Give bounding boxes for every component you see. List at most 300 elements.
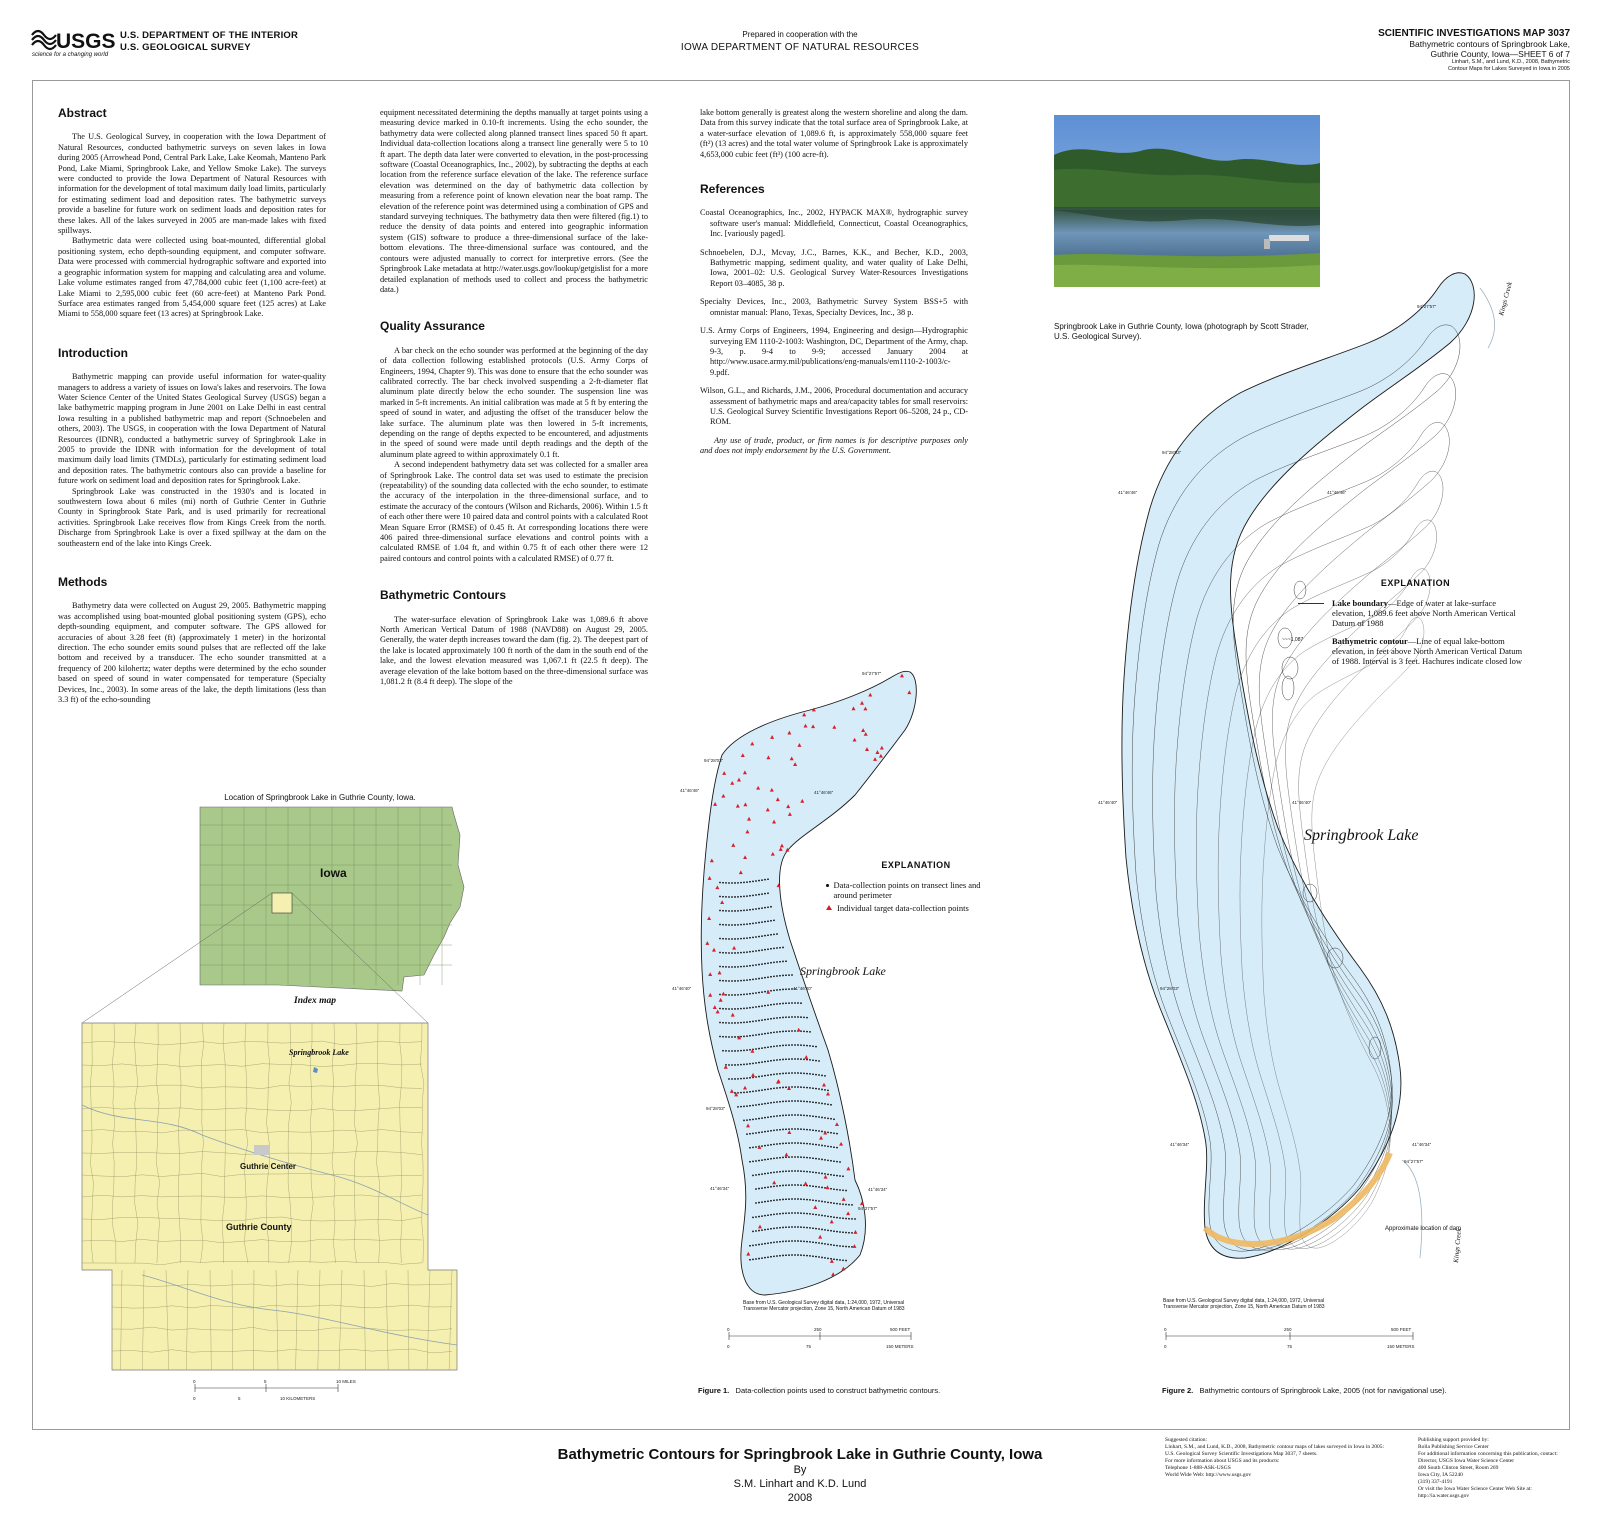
transect-point bbox=[776, 1199, 778, 1201]
transect-point bbox=[827, 1103, 829, 1105]
transect-point bbox=[776, 1171, 778, 1173]
transect-point bbox=[842, 1259, 844, 1261]
transect-point bbox=[776, 989, 778, 991]
transect-point bbox=[719, 980, 721, 982]
transect-point bbox=[794, 1254, 796, 1256]
transect-point bbox=[806, 1255, 808, 1257]
transect-point bbox=[803, 1198, 805, 1200]
transect-point bbox=[761, 963, 763, 965]
transect-point bbox=[842, 1245, 844, 1247]
transect-point bbox=[782, 1157, 784, 1159]
transect-point bbox=[794, 1002, 796, 1004]
transect-point bbox=[824, 1201, 826, 1203]
transect-point bbox=[782, 1241, 784, 1243]
transect-point bbox=[824, 1229, 826, 1231]
transect-point bbox=[758, 1160, 760, 1162]
transect-point bbox=[800, 1072, 802, 1074]
transect-point bbox=[776, 975, 778, 977]
transect-point bbox=[812, 1171, 814, 1173]
transect-point bbox=[794, 1142, 796, 1144]
transect-point bbox=[833, 1188, 835, 1190]
transect-point bbox=[764, 1159, 766, 1161]
transect-point bbox=[764, 1117, 766, 1119]
transect-point bbox=[776, 1157, 778, 1159]
transect-point bbox=[848, 1246, 850, 1248]
transect-point bbox=[794, 1184, 796, 1186]
transect-point bbox=[746, 1105, 748, 1107]
transect-point bbox=[833, 1244, 835, 1246]
transect-point bbox=[722, 980, 724, 982]
transect-point bbox=[752, 965, 754, 967]
transect-point bbox=[773, 1214, 775, 1216]
transect-point bbox=[776, 1017, 778, 1019]
transect-point bbox=[767, 948, 769, 950]
transect-point bbox=[794, 1226, 796, 1228]
transect-point bbox=[824, 1215, 826, 1217]
figure1-lake-outline bbox=[701, 671, 916, 1295]
transect-point bbox=[839, 1217, 841, 1219]
transect-point bbox=[794, 1128, 796, 1130]
transect-point bbox=[722, 952, 724, 954]
transect-point bbox=[755, 1216, 757, 1218]
transect-point bbox=[743, 924, 745, 926]
transect-point bbox=[776, 1185, 778, 1187]
transect-point bbox=[731, 994, 733, 996]
transect-point bbox=[758, 1006, 760, 1008]
transect-point bbox=[740, 924, 742, 926]
transect-point bbox=[794, 1100, 796, 1102]
transect-point bbox=[791, 1044, 793, 1046]
transect-point bbox=[722, 1022, 724, 1024]
transect-point bbox=[815, 1088, 817, 1090]
transect-point bbox=[791, 1058, 793, 1060]
transect-point bbox=[788, 1156, 790, 1158]
transect-point bbox=[746, 979, 748, 981]
transect-point bbox=[803, 1086, 805, 1088]
svg-text:USGS: USGS bbox=[56, 30, 116, 53]
transect-point bbox=[728, 1008, 730, 1010]
transect-point bbox=[758, 908, 760, 910]
kings-creek-line bbox=[1480, 288, 1495, 348]
transect-point bbox=[770, 1158, 772, 1160]
transect-point bbox=[788, 1016, 790, 1018]
transect-point bbox=[746, 1035, 748, 1037]
transect-point bbox=[818, 1130, 820, 1132]
transect-point bbox=[779, 1157, 781, 1159]
transect-point bbox=[758, 936, 760, 938]
transect-point bbox=[761, 935, 763, 937]
coord-label: 41°46'46" bbox=[1118, 490, 1138, 495]
transect-point bbox=[719, 924, 721, 926]
transect-point bbox=[785, 1100, 787, 1102]
transect-point bbox=[806, 1143, 808, 1145]
transect-point bbox=[725, 952, 727, 954]
transect-point bbox=[770, 1172, 772, 1174]
transect-point bbox=[761, 1075, 763, 1077]
transect-point bbox=[815, 1074, 817, 1076]
transect-point bbox=[818, 1074, 820, 1076]
transect-point bbox=[782, 1115, 784, 1117]
transect-point bbox=[743, 966, 745, 968]
transect-point bbox=[752, 895, 754, 897]
authors: S.M. Linhart and K.D. Lund bbox=[733, 1478, 867, 1490]
transect-point bbox=[797, 1240, 799, 1242]
transect-point bbox=[767, 1256, 769, 1258]
transect-point bbox=[836, 1259, 838, 1261]
transect-point bbox=[740, 896, 742, 898]
intro-p1: Bathymetric mapping can provide useful information for water-quality managers to address a variety of issues on Iowa's lakes and reservoirs. The Iowa Water Science Center of the United States Geological Survey (USGS) began a lake bathymetric mapping program in June 2001 on Lake Delhi in east central Iowa resulting in a published bathymetric map and report (Schnoebelen and others, 2003). The USGS, in cooperation with the Iowa Department of Natural Resources (IDNR), conducted a bathymetric survey of Springbrook Lake in 2005 to provide the IDNR with information for the development of total maximum daily load limits (TMDLs), particularly for estimating sediment load and deposition rates. The bathymetric contours also can provide a baseline for future work on sediment load and deposition rates for Springbrook Lake. bbox=[58, 372, 326, 486]
reference-item: Specialty Devices, Inc., 2003, Bathymetric Survey System BSS+5 with omnistar manual: Plano, Texas, Specialty Devices, Inc., 38 p. bbox=[700, 297, 968, 317]
transect-point bbox=[785, 1254, 787, 1256]
transect-point bbox=[767, 1172, 769, 1174]
transect-point bbox=[758, 1076, 760, 1078]
transect-point bbox=[770, 962, 772, 964]
transect-point bbox=[776, 961, 778, 963]
transect-point bbox=[776, 1045, 778, 1047]
transect-point bbox=[770, 1046, 772, 1048]
transect-point bbox=[725, 910, 727, 912]
transect-point bbox=[842, 1203, 844, 1205]
transect-point bbox=[722, 910, 724, 912]
coord-label: 41°46'34" bbox=[868, 1187, 888, 1192]
transect-point bbox=[797, 1226, 799, 1228]
transect-point bbox=[797, 1100, 799, 1102]
transect-point bbox=[770, 1018, 772, 1020]
transect-point bbox=[809, 1157, 811, 1159]
transect-point bbox=[722, 1008, 724, 1010]
closed-low-contour bbox=[1282, 657, 1298, 679]
transect-point bbox=[779, 1073, 781, 1075]
transect-point bbox=[761, 1033, 763, 1035]
transect-point bbox=[824, 1257, 826, 1259]
transect-point bbox=[761, 1229, 763, 1231]
lake-photo-image bbox=[1054, 115, 1320, 287]
transect-point bbox=[800, 1114, 802, 1116]
transect-point bbox=[755, 908, 757, 910]
transect-point bbox=[806, 1129, 808, 1131]
suggested-citation: Suggested citation: Linhart, S.M., and Lund, K.D., 2008, Bathymetric contour maps of lakes surveyed in Iowa in 2005: U.S. Geological Survey Scientific Investigations Map 3037, 7 sheets. For more information about USGS and its products: Telephone 1-888-ASK-USGS World Wide Web: http://www.usgs.gov bbox=[1165, 1437, 1385, 1478]
publishing-support: Publishing support provided by: Rolla Publishing Service Center For additional information concerning this publication, contact: Director, USGS Iowa Water Science Center 400 South Clinton Street, Room 269 Iowa City, IA 52240 (319) 337-4191 Or visit the Iowa Water Science Center Web Site at: http://ia.water.usgs.gov bbox=[1418, 1437, 1558, 1499]
transect-point bbox=[719, 1022, 721, 1024]
transect-point bbox=[731, 924, 733, 926]
transect-point bbox=[722, 924, 724, 926]
transect-point bbox=[791, 1114, 793, 1116]
transect-point bbox=[803, 1240, 805, 1242]
transect-point bbox=[755, 992, 757, 994]
transect-point bbox=[737, 994, 739, 996]
photo-caption: Springbrook Lake in Guthrie County, Iowa (photograph by Scott Strader, U.S. Geological Survey). bbox=[1054, 322, 1309, 341]
transect-point bbox=[767, 1200, 769, 1202]
transect-point bbox=[749, 951, 751, 953]
transect-point bbox=[764, 1089, 766, 1091]
transect-point bbox=[728, 1078, 730, 1080]
transect-point bbox=[767, 920, 769, 922]
closed-low-contour bbox=[1282, 676, 1294, 700]
transect-point bbox=[737, 910, 739, 912]
transect-point bbox=[749, 1091, 751, 1093]
department-name: U.S. DEPARTMENT OF THE INTERIOR U.S. GEOLOGICAL SURVEY bbox=[120, 30, 299, 53]
transect-point bbox=[755, 880, 757, 882]
scale-tick-label: 5 bbox=[238, 1396, 241, 1401]
transect-point bbox=[764, 907, 766, 909]
bc-p1: The water-surface elevation of Springbrook Lake was 1,089.6 ft above North American Vertical Datum of 1988 (NAVD88) on August 29, 2005. Generally, the water depth increases toward the dam (fig. 2). The deepest part of the lake is located approximately 100 ft north of the dam in the south end of the lake, and the lowest elevation measured was 1,067.1 ft (22.5 ft deep). The average elevation of the lake bottom based on the three-dimensional surface was 1,081.2 ft (8.4 ft deep). The slope of the bbox=[380, 614, 648, 687]
transect-point bbox=[764, 963, 766, 965]
transect-point bbox=[749, 1245, 751, 1247]
transect-point bbox=[737, 1022, 739, 1024]
transect-point bbox=[785, 1198, 787, 1200]
springbrook-lake-label: Springbrook Lake bbox=[289, 1048, 349, 1057]
transect-point bbox=[734, 1078, 736, 1080]
transect-point bbox=[767, 976, 769, 978]
transect-point bbox=[797, 1142, 799, 1144]
transect-point bbox=[746, 937, 748, 939]
index-map-label: Index map bbox=[294, 996, 336, 1006]
transect-point bbox=[758, 1202, 760, 1204]
transect-point bbox=[797, 1156, 799, 1158]
transect-point bbox=[791, 1002, 793, 1004]
transect-point bbox=[725, 896, 727, 898]
transect-point bbox=[845, 1246, 847, 1248]
transect-point bbox=[734, 1008, 736, 1010]
transect-point bbox=[752, 993, 754, 995]
transect-point bbox=[758, 1258, 760, 1260]
transect-point bbox=[755, 1160, 757, 1162]
transect-point bbox=[755, 894, 757, 896]
transect-point bbox=[797, 1016, 799, 1018]
transect-point bbox=[761, 991, 763, 993]
transect-point bbox=[764, 1201, 766, 1203]
legend-item-triangles: Individual target data-collection points bbox=[826, 903, 1006, 913]
transect-point bbox=[809, 1045, 811, 1047]
transect-point bbox=[806, 1101, 808, 1103]
transect-point bbox=[797, 1212, 799, 1214]
transect-point bbox=[794, 1212, 796, 1214]
transect-point bbox=[824, 1159, 826, 1161]
figure2-explanation-heading: EXPLANATION bbox=[1380, 578, 1451, 588]
transect-point bbox=[734, 1064, 736, 1066]
transect-point bbox=[791, 1226, 793, 1228]
transect-point bbox=[773, 1172, 775, 1174]
transect-point bbox=[788, 1184, 790, 1186]
transect-point bbox=[821, 1243, 823, 1245]
transect-point bbox=[821, 1159, 823, 1161]
transect-point bbox=[800, 1254, 802, 1256]
transect-point bbox=[764, 1005, 766, 1007]
transect-point bbox=[800, 1128, 802, 1130]
transect-point bbox=[746, 895, 748, 897]
transect-point bbox=[755, 1188, 757, 1190]
transect-point bbox=[788, 974, 790, 976]
transect-point bbox=[740, 1078, 742, 1080]
intro-p2: Springbrook Lake was constructed in the 1930's and is located in southwestern Iowa about 6 miles (mi) north of Guthrie Center in Guthrie County in Springbrook State Park, and is used primarily for recreational activities. Springbrook Lake receives flow from Kings Creek from the north. Discharge from Springbrook Lake is over a fixed spillway at the dam on the southeastern end of the lake into Kings Creek. bbox=[58, 486, 326, 548]
transect-point bbox=[806, 1087, 808, 1089]
transect-point bbox=[779, 1129, 781, 1131]
reference-item: Schnoebelen, D.J., Mcvay, J.C., Barnes, K.K., and Becher, K.D., 2003, Bathymetric mapping, sediment quality, and water quality of Lake Delhi, Iowa, 2001–02: U.S. Geological Survey Water-Resources Investigations Report 03–4085, 38 p. bbox=[700, 247, 968, 288]
transect-point bbox=[749, 937, 751, 939]
transect-point bbox=[773, 1074, 775, 1076]
transect-point bbox=[773, 976, 775, 978]
transect-point bbox=[794, 1240, 796, 1242]
transect-point bbox=[761, 1103, 763, 1105]
qa-p1: A bar check on the echo sounder was performed at the beginning of the day of data collection following established protocols (U.S. Army Corps of Engineers, 1994, Chapter 9). This was done to ensure that the echo sounder was calibrated correctly. The bar check involved suspending a 2-ft-diameter flat aluminum plate directly below the echo sounder. The suspension line was marked in 5-ft increments. An initial calibration was made at 5 ft by entering the speed of sound in water, and adjusting the offset of the transducer below the lake surface. The aluminum plate was then lowered in 5-ft increments, depending on the range of depths expected to be encountered, and adjustments in the speed of sound were made until depth readings and the depth of the aluminum plate agreed to within approximately 0.1 ft. bbox=[380, 345, 648, 459]
transect-point bbox=[755, 922, 757, 924]
transect-point bbox=[755, 964, 757, 966]
transect-point bbox=[779, 1227, 781, 1229]
transect-point bbox=[749, 1259, 751, 1261]
transect-point bbox=[833, 1160, 835, 1162]
transect-point bbox=[815, 1046, 817, 1048]
transect-point bbox=[776, 933, 778, 935]
transect-point bbox=[734, 1092, 736, 1094]
transect-point bbox=[812, 1241, 814, 1243]
transect-point bbox=[752, 1175, 754, 1177]
transect-point bbox=[782, 1143, 784, 1145]
transect-point bbox=[818, 1186, 820, 1188]
transect-point bbox=[788, 1254, 790, 1256]
transect-point bbox=[749, 881, 751, 883]
transect-point bbox=[752, 1133, 754, 1135]
reference-item: U.S. Army Corps of Engineers, 1994, Engineering and design—Hydrographic surveying EM 1110-2-1003: Washington, DC, Department of the Army, chap. 9-3, p. 9-4 to 9-9; accessed January 2004 at http://www.usace.army.mil/publications/eng-manuals/em1110-2-1003/c-9.pdf. bbox=[700, 326, 968, 377]
coord-label: 94°28'03" bbox=[1162, 450, 1182, 455]
transect-point bbox=[839, 1231, 841, 1233]
transect-point bbox=[758, 1132, 760, 1134]
transect-point bbox=[755, 1202, 757, 1204]
transect-point bbox=[812, 1213, 814, 1215]
transect-point bbox=[752, 1161, 754, 1163]
transect-point bbox=[794, 1044, 796, 1046]
transect-point bbox=[743, 994, 745, 996]
transect-point bbox=[737, 924, 739, 926]
references-heading: References bbox=[700, 182, 765, 197]
transect-point bbox=[740, 1050, 742, 1052]
transect-point bbox=[770, 1102, 772, 1104]
transect-point bbox=[743, 1120, 745, 1122]
transect-point bbox=[776, 1087, 778, 1089]
transect-point bbox=[776, 947, 778, 949]
transect-point bbox=[746, 1077, 748, 1079]
transect-point bbox=[812, 1101, 814, 1103]
transect-point bbox=[782, 1171, 784, 1173]
transect-point bbox=[770, 1242, 772, 1244]
transect-point bbox=[773, 934, 775, 936]
transect-point bbox=[782, 961, 784, 963]
transect-point bbox=[752, 979, 754, 981]
abstract-heading: Abstract bbox=[58, 106, 107, 120]
scale-tick-label: 75 bbox=[1287, 1344, 1293, 1349]
closed-low-contour bbox=[1294, 581, 1306, 599]
methods-heading: Methods bbox=[58, 575, 108, 590]
transect-point bbox=[779, 1115, 781, 1117]
transect-point bbox=[797, 1002, 799, 1004]
transect-point bbox=[740, 1036, 742, 1038]
transect-point bbox=[728, 896, 730, 898]
transect-point bbox=[758, 1188, 760, 1190]
transect-point bbox=[803, 1156, 805, 1158]
transect-point bbox=[785, 1044, 787, 1046]
transect-point bbox=[803, 1170, 805, 1172]
transect-point bbox=[743, 1022, 745, 1024]
transect-point bbox=[785, 960, 787, 962]
transect-point bbox=[773, 948, 775, 950]
coord-label: 41°46'34" bbox=[1170, 1142, 1190, 1147]
location-scale-bar bbox=[190, 1378, 390, 1406]
cooperation-note: Prepared in cooperation with the IOWA DEPARTMENT OF NATURAL RESOURCES bbox=[680, 30, 920, 53]
transect-point bbox=[788, 1198, 790, 1200]
transect-point bbox=[731, 1008, 733, 1010]
transect-point bbox=[749, 1021, 751, 1023]
transect-point bbox=[734, 966, 736, 968]
abstract-p2: Bathymetric data were collected using boat-mounted, differential global positioning system, echo depth-sounding equipment, and computer software. Data were processed with commercial hydrographic software and exported into a geographic information system for mapping and calculating area and volume. Lake volume estimates ranged from 47,784,000 cubic feet (1,100 acre-feet) at Lake Miami to 2,595,000 cubic feet (60 acre-feet) at Manteno Park Pond. Surface area estimates ranged from 5,454,000 square feet (125 acres) at Lake Miami to 558,000 square feet (13 acres) at Springbrook Lake. bbox=[58, 236, 326, 319]
transect-point bbox=[851, 1204, 853, 1206]
transect-point bbox=[731, 882, 733, 884]
transect-point bbox=[761, 921, 763, 923]
text-column-2 bbox=[380, 108, 648, 688]
transect-point bbox=[785, 974, 787, 976]
transect-point bbox=[815, 1214, 817, 1216]
transect-point bbox=[812, 1045, 814, 1047]
transect-point bbox=[785, 1058, 787, 1060]
transect-point bbox=[752, 1007, 754, 1009]
transect-point bbox=[767, 892, 769, 894]
transect-point bbox=[719, 952, 721, 954]
transect-point bbox=[809, 1031, 811, 1033]
transect-point bbox=[755, 1076, 757, 1078]
transect-point bbox=[755, 1006, 757, 1008]
transect-point bbox=[731, 1022, 733, 1024]
transect-point bbox=[845, 1204, 847, 1206]
transect-point bbox=[740, 910, 742, 912]
transect-point bbox=[737, 1064, 739, 1066]
transect-point bbox=[836, 1217, 838, 1219]
transect-point bbox=[842, 1231, 844, 1233]
by-line: By bbox=[793, 1464, 807, 1476]
transect-point bbox=[812, 1157, 814, 1159]
transect-point bbox=[830, 1230, 832, 1232]
transect-point bbox=[794, 1156, 796, 1158]
transect-point bbox=[755, 1244, 757, 1246]
transect-point bbox=[836, 1189, 838, 1191]
coord-label: 94°27'57" bbox=[862, 671, 882, 676]
transect-point bbox=[797, 1198, 799, 1200]
transect-point bbox=[800, 1198, 802, 1200]
transect-point bbox=[752, 1245, 754, 1247]
transect-point bbox=[770, 1228, 772, 1230]
transect-point bbox=[791, 1086, 793, 1088]
transect-point bbox=[845, 1232, 847, 1234]
transect-point bbox=[821, 1187, 823, 1189]
transect-point bbox=[821, 1145, 823, 1147]
transect-point bbox=[746, 1063, 748, 1065]
transect-point bbox=[770, 1032, 772, 1034]
transect-point bbox=[776, 1241, 778, 1243]
transect-point bbox=[758, 950, 760, 952]
transect-point bbox=[779, 1199, 781, 1201]
figure2-lake-outline bbox=[1122, 273, 1474, 1258]
transect-point bbox=[752, 1119, 754, 1121]
transect-point bbox=[731, 952, 733, 954]
transect-point bbox=[755, 936, 757, 938]
transect-point bbox=[788, 1100, 790, 1102]
transect-point bbox=[770, 934, 772, 936]
transect-point bbox=[776, 1073, 778, 1075]
scale-tick-label: 150 METERS bbox=[1387, 1344, 1415, 1349]
figure1-explanation bbox=[826, 860, 1006, 913]
transect-point bbox=[764, 1145, 766, 1147]
transect-point bbox=[776, 1115, 778, 1117]
transect-point bbox=[773, 1158, 775, 1160]
transect-point bbox=[746, 909, 748, 911]
transect-point bbox=[764, 1131, 766, 1133]
